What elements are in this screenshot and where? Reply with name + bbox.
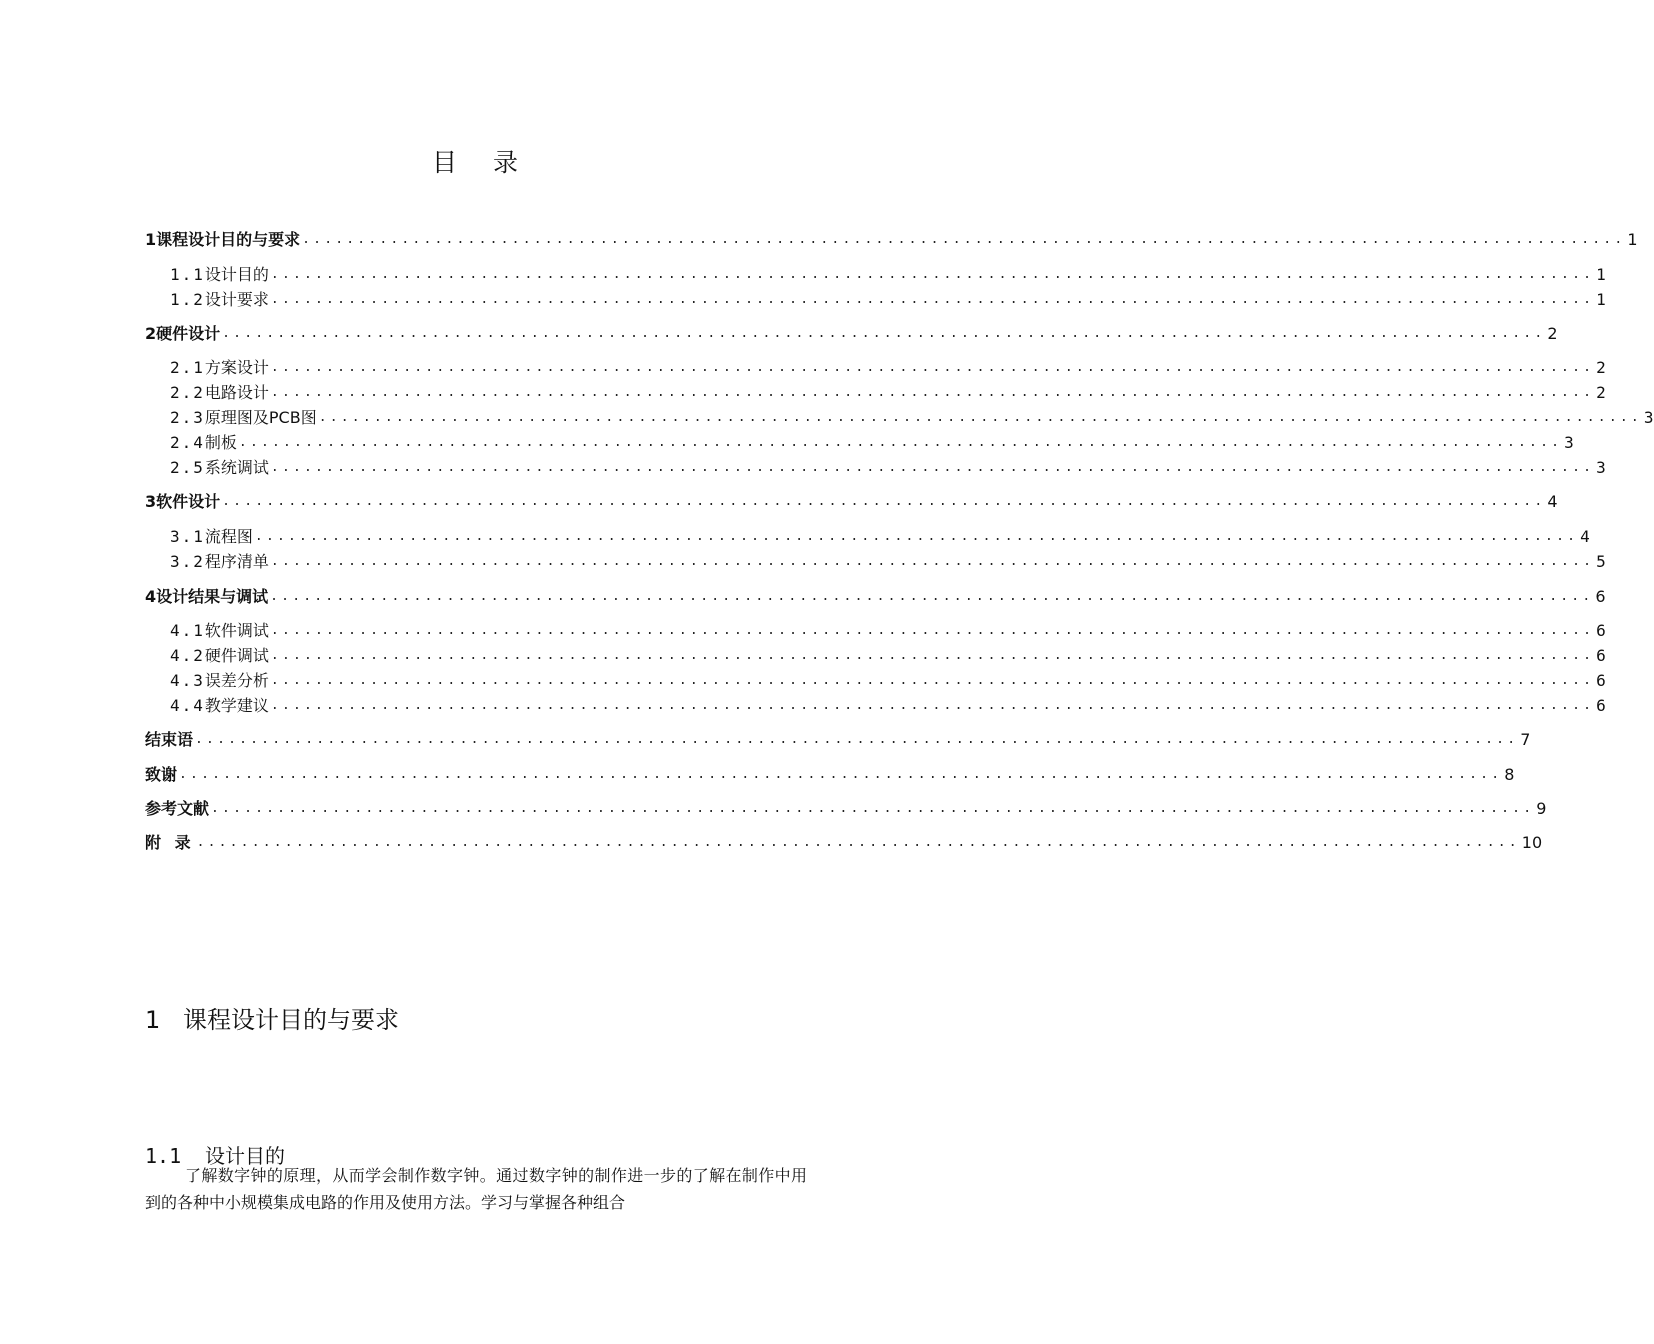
- toc-entry-page: 3: [1564, 433, 1574, 452]
- toc-entry-page: 2: [1596, 358, 1606, 377]
- toc-leader-dots: ........................................................................................................................: [270, 360, 1595, 375]
- toc-entry-label: 流程图: [204, 527, 253, 546]
- toc-entry-page: 5: [1596, 552, 1606, 571]
- toc-entry[interactable]: [145, 832, 1543, 854]
- toc-entry-label: 电路设计: [204, 383, 269, 402]
- toc-entry-label: 课程设计目的与要求: [156, 230, 301, 249]
- toc-entry[interactable]: [145, 264, 1606, 286]
- toc-entry-number: 1: [145, 230, 157, 249]
- toc-entry-label: 制板: [204, 433, 237, 452]
- toc-entry-label: 结束语: [145, 730, 194, 749]
- chapter-number: 1: [145, 1006, 161, 1034]
- toc-entry-label: 软件调试: [204, 621, 269, 640]
- toc-entry[interactable]: [145, 764, 1515, 786]
- toc-entry-number: 2.4: [170, 433, 205, 452]
- toc-entry-label: 致谢: [145, 765, 178, 784]
- toc-entry-number: 3: [145, 492, 157, 511]
- toc-entry-page: 6: [1596, 621, 1606, 640]
- toc-entry-page: 10: [1521, 833, 1543, 852]
- toc-entry-number: 3.2: [170, 552, 205, 571]
- toc-leader-dots: ........................................................................................................................: [270, 623, 1595, 638]
- toc-entry-number: 4.4: [170, 696, 205, 715]
- toc-leader-dots: ........................................................................................................................: [196, 835, 1520, 850]
- toc-entry-page: 7: [1520, 730, 1531, 749]
- toc-entry-number: 1.1: [170, 265, 205, 284]
- toc-entry-number: 2.5: [170, 458, 205, 477]
- toc-entry[interactable]: [145, 407, 1654, 429]
- toc-entry-label: 参考文献: [145, 799, 210, 818]
- toc-entry-page: 2: [1547, 324, 1558, 343]
- toc-entry-page: 6: [1596, 696, 1606, 715]
- toc-entry[interactable]: [145, 551, 1606, 573]
- toc-entry-label: 误差分析: [204, 671, 269, 690]
- toc-leader-dots: ........................................................................................................................: [318, 410, 1642, 425]
- toc-entry[interactable]: [145, 323, 1558, 345]
- toc-entry[interactable]: [145, 382, 1606, 404]
- toc-entry-label: 方案设计: [204, 358, 269, 377]
- toc-entry-label: 设计目的: [204, 265, 269, 284]
- toc-entry-page: 3: [1643, 408, 1654, 427]
- toc-entry[interactable]: [145, 357, 1606, 379]
- toc-leader-dots: ........................................................................................................................: [211, 801, 1535, 816]
- toc-entry-number: 2.2: [170, 383, 205, 402]
- toc-entry-page: 6: [1595, 587, 1606, 606]
- toc-entry-label: 硬件调试: [204, 646, 269, 665]
- toc-entry[interactable]: [145, 620, 1606, 642]
- toc-leader-dots: ........................................................................................................................: [222, 494, 1546, 509]
- toc-entry[interactable]: [145, 586, 1606, 608]
- toc-entry-label: 程序清单: [204, 552, 269, 571]
- toc-entry[interactable]: [145, 670, 1606, 692]
- toc-leader-dots: ........................................................................................................................: [270, 648, 1595, 663]
- toc-entry-page: 6: [1596, 646, 1606, 665]
- toc-entry[interactable]: [145, 289, 1606, 311]
- toc-leader-dots: ........................................................................................................................: [222, 326, 1546, 341]
- toc-entry-label: 附 录: [145, 833, 195, 852]
- toc-leader-dots: ........................................................................................................................: [270, 698, 1595, 713]
- toc-entry-label: 软件设计: [156, 492, 221, 511]
- toc-entry[interactable]: [145, 645, 1606, 667]
- toc-entry-number: 4.3: [170, 671, 205, 690]
- toc-entry-page: 4: [1547, 492, 1558, 511]
- toc-entry[interactable]: [145, 798, 1547, 820]
- toc-entry-number: 2: [145, 324, 157, 343]
- toc-entry-page: 1: [1596, 290, 1606, 309]
- toc-entry-number: 4.2: [170, 646, 205, 665]
- toc-entry-page: 1: [1596, 265, 1606, 284]
- toc-entry-page: 3: [1596, 458, 1606, 477]
- chapter-heading: [145, 1000, 399, 1035]
- toc-entry-number: 2.3: [170, 408, 205, 427]
- toc-entry-page: 9: [1536, 799, 1547, 818]
- section-title: 设计目的: [205, 1144, 285, 1168]
- chapter-title: 课程设计目的与要求: [183, 1006, 399, 1034]
- section-number: 1.1: [145, 1144, 182, 1168]
- toc-entry[interactable]: [145, 491, 1558, 513]
- toc-entry-number: 4: [145, 587, 157, 606]
- toc-entry-page: 6: [1596, 671, 1606, 690]
- toc-entry-label: 教学建议: [204, 696, 269, 715]
- toc-entry-page: 1: [1627, 230, 1638, 249]
- toc-entry-page: 8: [1504, 765, 1515, 784]
- toc-entry-label: 硬件设计: [156, 324, 221, 343]
- toc-entry-page: 2: [1596, 383, 1606, 402]
- toc-leader-dots: ........................................................................................................................: [270, 589, 1594, 604]
- toc-entry-number: 1.2: [170, 290, 205, 309]
- toc-entry[interactable]: [145, 729, 1531, 751]
- toc-leader-dots: ........................................................................................................................: [238, 435, 1563, 450]
- toc-leader-dots: ........................................................................................................................: [254, 529, 1579, 544]
- toc-leader-dots: ........................................................................................................................: [270, 267, 1595, 282]
- toc-leader-dots: ........................................................................................................................: [270, 673, 1595, 688]
- toc-entry[interactable]: [145, 432, 1574, 454]
- toc-entry-label: 原理图及PCB图: [204, 408, 317, 427]
- toc-entry-number: 3.1: [170, 527, 205, 546]
- toc-leader-dots: ........................................................................................................................: [270, 554, 1595, 569]
- toc-leader-dots: ........................................................................................................................: [195, 732, 1519, 747]
- toc-entry[interactable]: [145, 229, 1638, 251]
- toc-leader-dots: ........................................................................................................................: [270, 292, 1595, 307]
- toc-entry[interactable]: [145, 695, 1606, 717]
- toc-leader-dots: ........................................................................................................................: [270, 385, 1595, 400]
- toc-entry-number: 2.1: [170, 358, 205, 377]
- body-paragraph: 了解数字钟的原理，从而学会制作数字钟。通过数字钟的制作进一步的了解在制作中用到的各种中小规模集成电路的作用及使用方法。学习与掌握各种组合: [145, 1166, 807, 1212]
- toc-leader-dots: ........................................................................................................................: [302, 232, 1626, 247]
- toc-entry[interactable]: [145, 457, 1606, 479]
- toc-entry-label: 设计结果与调试: [156, 587, 269, 606]
- toc-leader-dots: ........................................................................................................................: [270, 460, 1595, 475]
- toc-entry-label: 设计要求: [204, 290, 269, 309]
- toc-entry[interactable]: [145, 526, 1590, 548]
- toc-entry-label: 系统调试: [204, 458, 269, 477]
- toc-leader-dots: ........................................................................................................................: [179, 767, 1503, 782]
- toc-title: 目 录: [432, 148, 532, 177]
- toc-entry-number: 4.1: [170, 621, 205, 640]
- toc-entry-page: 4: [1580, 527, 1590, 546]
